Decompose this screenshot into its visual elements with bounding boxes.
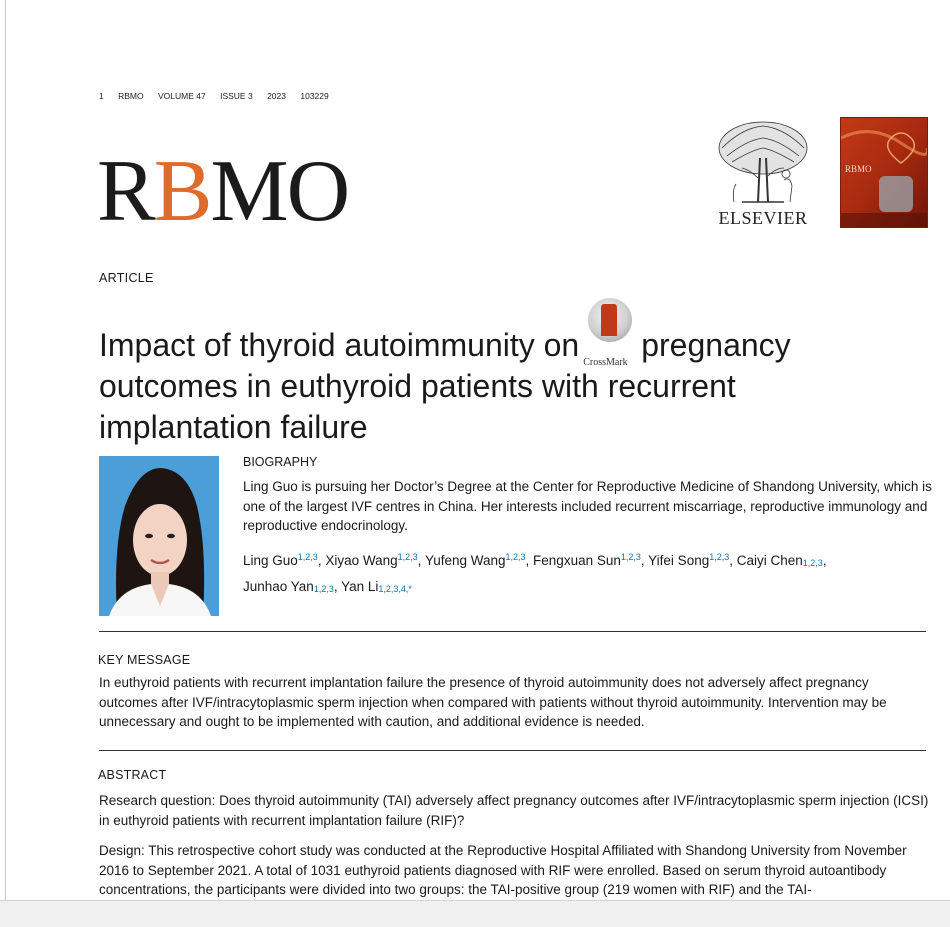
author[interactable]: Fengxuan Sun$^{1,2,3}$ bbox=[533, 552, 641, 568]
section-divider bbox=[99, 631, 926, 632]
key-message-heading: KEY MESSAGE bbox=[98, 653, 191, 667]
author[interactable]: Junhao Yan1,2,3 bbox=[243, 579, 334, 594]
abstract-heading: ABSTRACT bbox=[98, 768, 167, 782]
author[interactable]: Yufeng Wang$^{1,2,3}$ bbox=[424, 552, 526, 568]
key-message-text: In euthyroid patients with recurrent implantation failure the presence of thyroid autoimmunity does not adversely affect pregnancy outcomes after IVF/intracytoplasmic sperm injection when compared with patients without thyroid autoimmunity. Intervention may be unnecessary and ought to be implemented with caution, and additional evidence is needed. bbox=[99, 675, 887, 729]
journal-year: 2023 bbox=[267, 91, 286, 101]
elsevier-logo bbox=[712, 118, 814, 228]
rbmo-logo: RBMO bbox=[97, 143, 349, 240]
abstract-research-question: Research question: Does thyroid autoimmunity (TAI) adversely affect pregnancy outcomes after IVF/intracytoplasmic sperm injection (ICSI) in euthyroid patients with recurrent implantation failure (RIF)? bbox=[99, 793, 929, 828]
article-type-label: ARTICLE bbox=[99, 271, 154, 285]
article-number: 103229 bbox=[300, 91, 329, 101]
biography-heading: BIOGRAPHY bbox=[243, 455, 318, 469]
journal-cover-thumbnail bbox=[840, 117, 928, 228]
journal-citation-line bbox=[99, 91, 341, 101]
page-number: 1 bbox=[99, 91, 104, 101]
cover-label: RBMO bbox=[845, 164, 872, 174]
author[interactable]: Yifei Song$^{1,2,3}$ bbox=[648, 552, 730, 568]
journal-volume: VOLUME 47 bbox=[157, 91, 206, 101]
abstract-design: Design: This retrospective cohort study was conducted at the Reproductive Hospital Affiliated with Shandong University from November 2016 to September 2021. A total of 1031 euthyroid patients diagnosed with RIF were enrolled. Based on serum thyroid autoantibody concentrations, the participants were divided into two groups: the TAI-positive group (219 women with RIF) and the TAI- bbox=[99, 843, 907, 897]
page-left-edge bbox=[5, 0, 6, 900]
author-photo bbox=[99, 456, 219, 616]
biography-text: Ling Guo is pursuing her Doctor’s Degree at the Center for Reproductive Medicine of Shandong University, which is one of the largest IVF centres in China. Her interests included recurrent miscarriage, reproductive immunology and reproductive endocrinology. bbox=[243, 479, 932, 533]
author[interactable]: Caiyi Chen1,2,3 bbox=[736, 553, 823, 568]
author-list: Ling Guo$^{1,2,3}$, Xiyao Wang$^{1,2,3}$, Yufeng Wang$^{1,2,3}$, Fengxuan Sun$^{1,2,3}$, Yifei Song$^{1,2,3}$, Caiyi Chen1,2,3, Junhao Yan1,2,3, Yan Li1,2,3,4,* bbox=[243, 552, 827, 594]
author[interactable]: Yan Li1,2,3,4,* bbox=[341, 579, 412, 594]
article-title bbox=[99, 320, 899, 448]
crossmark-label: CrossMark bbox=[583, 357, 628, 368]
journal-abbrev: RBMO bbox=[118, 91, 144, 101]
title-part-2: pregnancy outcomes in euthyroid patients with recurrent implantation failure bbox=[99, 327, 791, 445]
elsevier-tree-icon bbox=[712, 118, 814, 208]
elsevier-wordmark: ELSEVIER bbox=[718, 208, 808, 228]
title-part-1: Impact of thyroid autoimmunity on bbox=[99, 327, 580, 363]
author[interactable]: Xiyao Wang$^{1,2,3}$ bbox=[325, 552, 418, 568]
bottom-status-bar bbox=[0, 900, 950, 927]
author[interactable]: Ling Guo$^{1,2,3}$ bbox=[243, 552, 318, 568]
crossmark-badge[interactable] bbox=[583, 320, 639, 368]
section-divider bbox=[99, 750, 926, 751]
journal-issue: ISSUE 3 bbox=[220, 91, 253, 101]
